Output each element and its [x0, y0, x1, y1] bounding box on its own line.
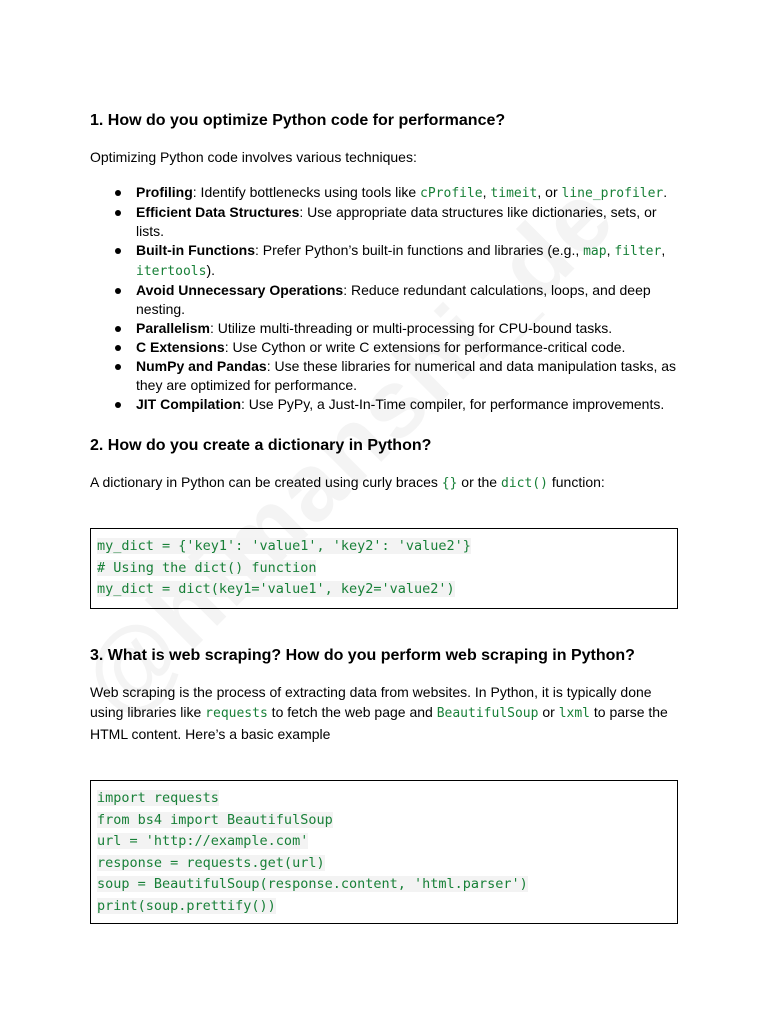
section-1-intro: Optimizing Python code involves various techniques: [90, 149, 417, 165]
optimization-list [90, 183, 680, 414]
list-item-text: : Use appropriate data structures like dictionaries, sets, or lists. [136, 204, 657, 239]
list-item-term: JIT Compilation [136, 396, 241, 412]
inline-code: cProfile [420, 186, 483, 201]
list-item-term: Profiling [136, 184, 193, 200]
list-item [90, 241, 680, 281]
code-line: my_dict = {'key1': 'value1', 'key2': 'value2'} [97, 538, 471, 554]
bullet-icon [115, 288, 121, 294]
list-item [90, 203, 680, 241]
inline-code: filter [614, 244, 662, 259]
section-3-intro: Web scraping is the process of extracting data from websites. In Python, it is typically done using libraries like requests to fetch the web page and BeautifulSoup or lxml to parse the HTML content. Here’s a basic example [90, 684, 668, 742]
code-block-dictionary [90, 528, 678, 609]
list-item-text: , or [537, 184, 562, 200]
list-item-text: ). [206, 262, 216, 278]
inline-code: itertools [136, 264, 207, 279]
list-item-text: . [663, 184, 668, 200]
bullet-icon [115, 210, 121, 216]
bullet-icon [115, 345, 121, 351]
code-line: from bs4 import BeautifulSoup [97, 811, 333, 828]
inline-code: line_profiler [561, 186, 664, 201]
code-line: url = 'http://example.com' [97, 833, 309, 849]
list-item [90, 183, 680, 203]
list-item-text: : Use these libraries for numerical and data manipulation tasks, as they are optimized for performance. [136, 358, 677, 393]
list-item-text: , [606, 242, 615, 258]
list-item-term: Efficient Data Structures [136, 204, 300, 220]
list-item [90, 319, 680, 338]
inline-code: BeautifulSoup [436, 706, 539, 721]
list-item-text: : Identify bottlenecks using tools like [192, 184, 421, 200]
section-1-heading: 1. How do you optimize Python code for performance? [90, 112, 506, 129]
code-line: response = requests.get(url) [97, 854, 325, 871]
code-line: import requests [97, 790, 219, 806]
inline-code: lxml [558, 706, 590, 721]
code-line: my_dict = dict(key1='value1', key2='value2') [97, 581, 455, 597]
code-line: soup = BeautifulSoup(response.content, 'html.parser') [97, 876, 528, 892]
code-block-web-scraping [90, 780, 678, 924]
list-item-term: Avoid Unnecessary Operations [136, 282, 344, 298]
code-line: # Using the dict() function [97, 559, 317, 576]
list-item-term: Built-in Functions [136, 242, 255, 258]
list-item-term: NumPy and Pandas [136, 358, 267, 374]
list-item-text: : Use PyPy, a Just-In-Time compiler, for performance improvements. [241, 396, 665, 412]
list-item [90, 395, 680, 414]
list-item [90, 338, 680, 357]
section-2-intro: A dictionary in Python can be created using curly braces {} or the dict() function: [90, 474, 605, 491]
list-item-term: Parallelism [136, 320, 210, 336]
inline-code: timeit [490, 186, 538, 201]
list-item-term: C Extensions [136, 339, 225, 355]
bullet-icon [115, 248, 121, 254]
inline-code: map [583, 244, 607, 259]
bullet-icon [115, 326, 121, 332]
list-item-text: : Utilize multi-threading or multi-processing for CPU-bound tasks. [209, 320, 613, 336]
inline-code: requests [205, 706, 268, 721]
list-item-text: , [661, 242, 666, 258]
bullet-icon [115, 190, 121, 196]
bullet-icon [115, 402, 121, 408]
bullet-icon [115, 364, 121, 370]
list-item-text: , [482, 184, 491, 200]
code-line: print(soup.prettify()) [97, 897, 276, 914]
list-item-text: : Use Cython or write C extensions for performance-critical code. [224, 339, 626, 355]
list-item [90, 357, 680, 395]
inline-code: {} [441, 476, 458, 491]
section-2-heading: 2. How do you create a dictionary in Python? [90, 437, 432, 454]
inline-code: dict() [501, 476, 548, 491]
list-item-text: : Prefer Python’s built-in functions and libraries (e.g., [254, 242, 584, 258]
list-item [90, 281, 680, 319]
list-item-text: : Reduce redundant calculations, loops, and deep nesting. [136, 282, 651, 317]
section-3-heading: 3. What is web scraping? How do you perform web scraping in Python? [90, 647, 635, 664]
